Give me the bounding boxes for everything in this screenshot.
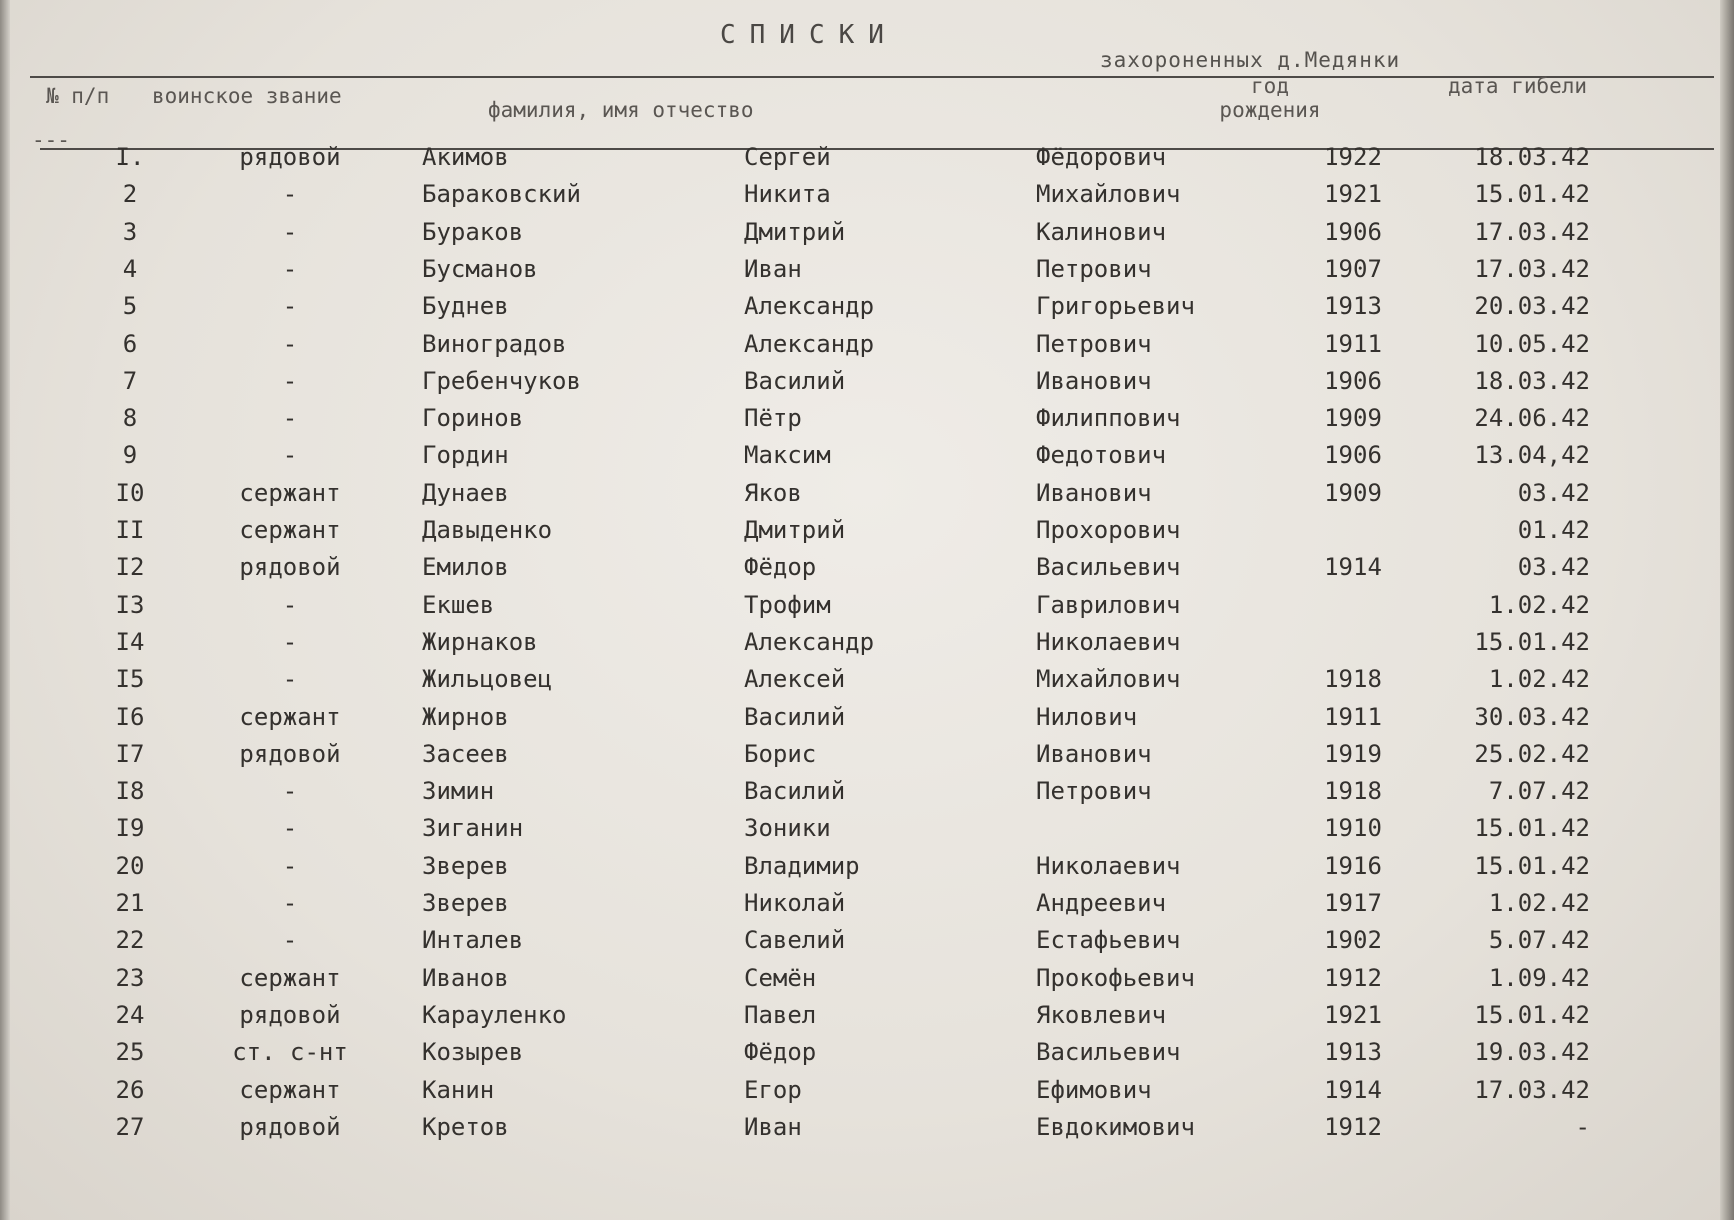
cell-year: 1906 <box>1324 217 1382 246</box>
cell-num: 25 <box>115 1038 145 1067</box>
cell-year: 1918 <box>1324 665 1382 694</box>
cell-rank: - <box>282 814 298 843</box>
cell-first: Александр <box>744 627 875 656</box>
cell-num: I9 <box>115 814 145 843</box>
cell-year: 1921 <box>1324 1000 1382 1029</box>
cell-year: 1917 <box>1324 889 1382 917</box>
cell-last: Инталев <box>422 926 524 955</box>
cell-date: 30.03.42 <box>1474 702 1590 731</box>
cell-patr: Андреевич <box>1036 889 1167 917</box>
cell-patr: Нилович <box>1036 702 1138 731</box>
cell-last: Екшев <box>422 590 495 619</box>
cell-rank: - <box>282 851 298 880</box>
cell-num: 4 <box>122 254 138 283</box>
cell-date: 18.03.42 <box>1474 366 1590 395</box>
table-row <box>0 588 1734 625</box>
cell-rank: - <box>282 441 298 470</box>
cell-num: II <box>115 516 145 544</box>
cell-rank: - <box>282 329 298 358</box>
table-row <box>0 513 1734 550</box>
cell-first: Павел <box>744 1000 817 1029</box>
cell-num: I5 <box>115 665 145 694</box>
cell-date: 19.03.42 <box>1474 1038 1590 1067</box>
cell-first: Александр <box>744 329 875 358</box>
cell-year: 1919 <box>1324 739 1382 768</box>
cell-year: 1909 <box>1324 478 1382 507</box>
cell-first: Иван <box>744 1112 802 1141</box>
cell-patr: Петрович <box>1036 777 1152 806</box>
cell-date: 17.03.42 <box>1474 217 1590 246</box>
cell-num: 23 <box>115 963 145 992</box>
cell-rank: - <box>282 777 298 806</box>
header-name: фамилия, имя отчество <box>488 98 754 122</box>
cell-rank: - <box>282 926 298 955</box>
cell-last: Зиганин <box>422 814 524 843</box>
cell-num: 2 <box>122 180 138 209</box>
cell-last: Зимин <box>422 777 495 806</box>
table-row <box>0 700 1734 737</box>
cell-num: 20 <box>115 851 145 880</box>
cell-rank: ст. с-нт <box>232 1038 348 1067</box>
cell-rank: сержант <box>239 963 341 992</box>
cell-last: Буднев <box>422 292 509 321</box>
table-row <box>0 401 1734 438</box>
cell-first: Трофим <box>744 590 831 619</box>
cell-date: 10.05.42 <box>1474 329 1590 358</box>
cell-num: I2 <box>115 553 145 582</box>
cell-patr: Григорьевич <box>1036 292 1195 321</box>
cell-last: Жирнаков <box>422 627 538 656</box>
cell-last: Зверев <box>422 851 509 880</box>
header-num: № п/п <box>46 84 110 108</box>
cell-rank: рядовой <box>239 1112 341 1141</box>
cell-year: 1909 <box>1324 404 1382 433</box>
cell-last: Емилов <box>422 553 509 582</box>
table-row <box>0 550 1734 587</box>
cell-patr: Евдокимович <box>1036 1112 1195 1141</box>
table-row <box>0 476 1734 513</box>
table-row <box>0 625 1734 662</box>
cell-first: Василий <box>744 702 846 731</box>
cell-year: 1906 <box>1324 366 1382 395</box>
cell-first: Фёдор <box>744 553 817 582</box>
table-row <box>0 849 1734 886</box>
cell-patr: Ефимович <box>1036 1075 1152 1104</box>
cell-first: Василий <box>744 366 846 395</box>
cell-year: 1907 <box>1324 254 1382 283</box>
cell-year: 1911 <box>1324 702 1382 731</box>
table-row <box>0 177 1734 214</box>
cell-last: Бусманов <box>422 254 538 283</box>
cell-num: I. <box>115 143 145 171</box>
cell-date: 15.01.42 <box>1474 1000 1590 1029</box>
cell-last: Зверев <box>422 889 509 917</box>
cell-year: 1922 <box>1324 143 1382 171</box>
cell-patr: Естафьевич <box>1036 926 1181 955</box>
table-row <box>0 774 1734 811</box>
table-row <box>0 1110 1734 1147</box>
table-row <box>0 140 1734 177</box>
cell-patr: Прокофьевич <box>1036 963 1195 992</box>
cell-num: I3 <box>115 590 145 619</box>
table-row <box>0 252 1734 289</box>
cell-last: Горинов <box>422 404 524 433</box>
cell-last: Гордин <box>422 441 509 470</box>
cell-rank: - <box>282 366 298 395</box>
cell-year: 1906 <box>1324 441 1382 470</box>
cell-date: 15.01.42 <box>1474 814 1590 843</box>
cell-num: 5 <box>122 292 138 321</box>
table-row <box>0 998 1734 1035</box>
cell-patr: Иванович <box>1036 478 1152 507</box>
cell-last: Бураков <box>422 217 524 246</box>
cell-last: Карауленко <box>422 1000 567 1029</box>
cell-date: 25.02.42 <box>1474 739 1590 768</box>
cell-date: 15.01.42 <box>1474 627 1590 656</box>
cell-rank: сержант <box>239 1075 341 1104</box>
cell-first: Александр <box>744 292 875 321</box>
cell-patr: Иванович <box>1036 366 1152 395</box>
cell-date: - <box>1575 1112 1590 1141</box>
cell-patr: Яковлевич <box>1036 1000 1167 1029</box>
cell-year: 1912 <box>1324 963 1382 992</box>
cell-date: 1.09.42 <box>1488 963 1590 992</box>
cell-first: Семён <box>744 963 817 992</box>
table-row <box>0 289 1734 326</box>
cell-patr: Васильевич <box>1036 553 1181 582</box>
cell-first: Николай <box>744 889 846 917</box>
cell-last: Давыденко <box>422 516 553 544</box>
cell-rank: - <box>282 254 298 283</box>
cell-num: I6 <box>115 702 145 731</box>
cell-rank: - <box>282 590 298 619</box>
cell-patr: Федотович <box>1036 441 1167 470</box>
cell-patr: Васильевич <box>1036 1038 1181 1067</box>
cell-last: Жильцовец <box>422 665 553 694</box>
document-subtitle: захороненных д.Медянки <box>1100 48 1401 72</box>
cell-num: 6 <box>122 329 138 358</box>
cell-rank: - <box>282 292 298 321</box>
cell-last: Жирнов <box>422 702 509 731</box>
table-row <box>0 364 1734 401</box>
cell-rank: сержант <box>239 516 341 544</box>
table-row <box>0 438 1734 475</box>
table-row <box>0 923 1734 960</box>
cell-rank: рядовой <box>239 553 341 582</box>
cell-patr: Фёдорович <box>1036 143 1167 171</box>
document-title: СПИСКИ <box>720 20 898 50</box>
cell-patr: Гаврилович <box>1036 590 1181 619</box>
cell-date: 1.02.42 <box>1488 590 1590 619</box>
cell-year: 1910 <box>1324 814 1382 843</box>
cell-num: 27 <box>115 1112 145 1141</box>
cell-date: 7.07.42 <box>1488 777 1590 806</box>
cell-date: 1.02.42 <box>1488 665 1590 694</box>
cell-num: I7 <box>115 739 145 768</box>
cell-patr: Михайлович <box>1036 665 1181 694</box>
cell-date: 17.03.42 <box>1474 254 1590 283</box>
cell-last: Виноградов <box>422 329 567 358</box>
cell-date: 01.42 <box>1517 516 1590 544</box>
header-dash: --- <box>32 128 70 152</box>
cell-num: 26 <box>115 1075 145 1104</box>
cell-date: 15.01.42 <box>1474 851 1590 880</box>
cell-patr: Калинович <box>1036 217 1167 246</box>
cell-first: Дмитрий <box>744 516 846 544</box>
cell-date: 1.02.42 <box>1488 889 1590 917</box>
cell-date: 03.42 <box>1517 553 1590 582</box>
cell-last: Канин <box>422 1075 495 1104</box>
cell-date: 03.42 <box>1517 478 1590 507</box>
cell-last: Бараковский <box>422 180 581 209</box>
cell-first: Пётр <box>744 404 802 433</box>
cell-num: I0 <box>115 478 145 507</box>
cell-first: Владимир <box>744 851 860 880</box>
cell-date: 5.07.42 <box>1488 926 1590 955</box>
table-row <box>0 1073 1734 1110</box>
cell-last: Гребенчуков <box>422 366 581 395</box>
cell-date: 24.06.42 <box>1474 404 1590 433</box>
cell-rank: - <box>282 217 298 246</box>
cell-first: Зоники <box>744 814 831 843</box>
cell-year: 1914 <box>1324 553 1382 582</box>
cell-last: Дунаев <box>422 478 509 507</box>
cell-first: Сергей <box>744 143 831 171</box>
cell-rank: - <box>282 627 298 656</box>
cell-date: 17.03.42 <box>1474 1075 1590 1104</box>
cell-first: Яков <box>744 478 802 507</box>
cell-patr: Михайлович <box>1036 180 1181 209</box>
cell-last: Козырев <box>422 1038 524 1067</box>
cell-patr: Иванович <box>1036 739 1152 768</box>
cell-rank: - <box>282 665 298 694</box>
cell-rank: - <box>282 404 298 433</box>
cell-rank: - <box>282 180 298 209</box>
cell-first: Егор <box>744 1075 802 1104</box>
cell-first: Фёдор <box>744 1038 817 1067</box>
table-row <box>0 961 1734 998</box>
cell-date: 20.03.42 <box>1474 292 1590 321</box>
table-row <box>0 811 1734 848</box>
cell-year: 1913 <box>1324 1038 1382 1067</box>
header-date: дата гибели <box>1448 74 1588 98</box>
cell-num: 3 <box>122 217 138 246</box>
cell-last: Акимов <box>422 143 509 171</box>
cell-first: Борис <box>744 739 817 768</box>
cell-first: Савелий <box>744 926 846 955</box>
cell-rank: рядовой <box>239 739 341 768</box>
cell-last: Кретов <box>422 1112 509 1141</box>
cell-patr: Филиппович <box>1036 404 1181 433</box>
cell-num: 21 <box>115 889 145 917</box>
cell-rank: сержант <box>239 478 341 507</box>
cell-num: I4 <box>115 627 145 656</box>
cell-year: 1911 <box>1324 329 1382 358</box>
cell-first: Никита <box>744 180 831 209</box>
header-year: год рождения <box>1219 74 1321 122</box>
cell-num: 9 <box>122 441 138 470</box>
cell-year: 1914 <box>1324 1075 1382 1104</box>
cell-num: I8 <box>115 777 145 806</box>
cell-rank: рядовой <box>239 143 341 171</box>
cell-first: Максим <box>744 441 831 470</box>
cell-patr: Петрович <box>1036 254 1152 283</box>
table-row <box>0 737 1734 774</box>
table-row <box>0 886 1734 923</box>
cell-date: 13.04,42 <box>1474 441 1590 470</box>
cell-rank: сержант <box>239 702 341 731</box>
cell-year: 1912 <box>1324 1112 1382 1141</box>
table-row <box>0 327 1734 364</box>
table-row <box>0 1035 1734 1072</box>
cell-patr: Прохорович <box>1036 516 1181 544</box>
cell-first: Дмитрий <box>744 217 846 246</box>
cell-year: 1902 <box>1324 926 1382 955</box>
cell-patr: Николаевич <box>1036 851 1181 880</box>
cell-patr: Николаевич <box>1036 627 1181 656</box>
cell-date: 15.01.42 <box>1474 180 1590 209</box>
cell-year: 1921 <box>1324 180 1382 209</box>
cell-num: 22 <box>115 926 145 955</box>
cell-num: 24 <box>115 1000 145 1029</box>
cell-year: 1918 <box>1324 777 1382 806</box>
cell-last: Иванов <box>422 963 509 992</box>
cell-rank: - <box>282 889 298 917</box>
cell-year: 1916 <box>1324 851 1382 880</box>
cell-num: 7 <box>122 366 138 395</box>
cell-rank: рядовой <box>239 1000 341 1029</box>
cell-first: Иван <box>744 254 802 283</box>
cell-first: Алексей <box>744 665 846 694</box>
header-rank: воинское звание <box>152 84 342 108</box>
cell-last: Засеев <box>422 739 509 768</box>
cell-patr: Петрович <box>1036 329 1152 358</box>
cell-num: 8 <box>122 404 138 433</box>
table-row <box>0 662 1734 699</box>
table-row <box>0 215 1734 252</box>
cell-date: 18.03.42 <box>1474 143 1590 171</box>
cell-year: 1913 <box>1324 292 1382 321</box>
cell-first: Василий <box>744 777 846 806</box>
